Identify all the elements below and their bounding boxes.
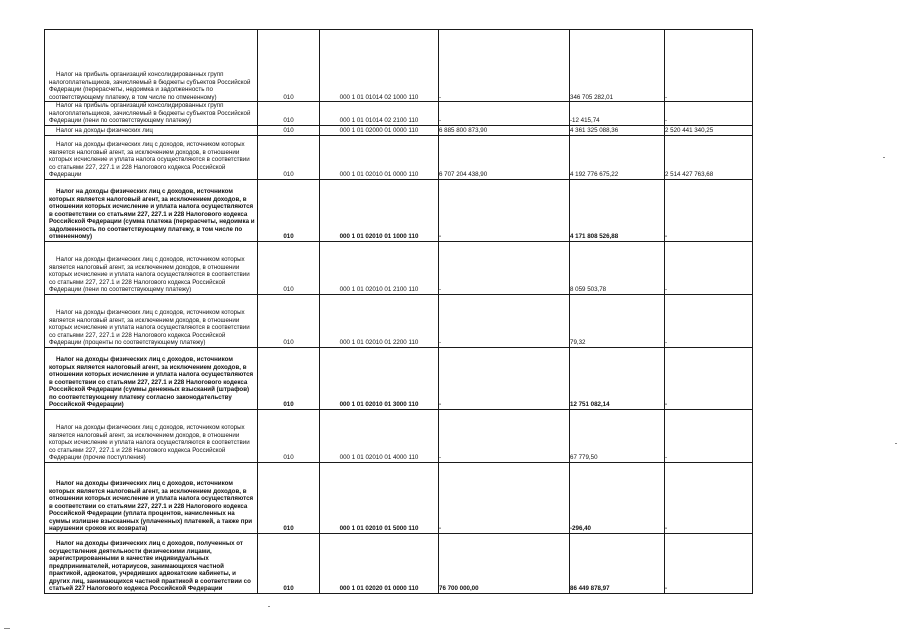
classification-code-cell: 000 1 01 02010 01 2100 110 bbox=[320, 241, 439, 294]
indicator-name-cell: Налог на доходы физических лиц bbox=[45, 125, 258, 135]
indicator-name-cell: Налог на доходы физических лиц с доходов, источником которых является налоговый агент, за исключением доходов, в отношении которых исчисление и уплата налога осуществляются в соответствии со статьями 227, 227.1 и 228 Налогового кодекса Российской Федерации (суммы денежных взысканий (штрафов) по соответствующему платежу согласно законодательству Российской Федерации) bbox=[45, 347, 258, 409]
line-code-cell: 010 bbox=[258, 102, 320, 126]
approved-plan-cell: - bbox=[439, 102, 570, 126]
scan-speck bbox=[4, 628, 10, 629]
approved-plan-cell: - bbox=[439, 30, 570, 102]
line-code-cell: 010 bbox=[258, 30, 320, 102]
scan-speck bbox=[883, 157, 885, 158]
executed-amount-cell: -12 415,74 bbox=[570, 102, 665, 126]
line-code-cell: 010 bbox=[258, 125, 320, 135]
indicator-name-cell: Налог на доходы физических лиц с доходов, источником которых является налоговый агент, за исключением доходов, в отношении которых исчисление и уплата налога осуществляются в соответствии со статьями 227, 227.1 и 228 Налогового кодекса Российской Федерации (прочие поступления) bbox=[45, 409, 258, 462]
unexecuted-amount-cell: 2 514 427 763,68 bbox=[665, 135, 753, 179]
table-row bbox=[45, 533, 753, 593]
line-code-cell: 010 bbox=[258, 135, 320, 179]
scan-speck bbox=[268, 606, 270, 607]
table-row bbox=[45, 125, 753, 135]
indicator-name-cell: Налог на прибыль организаций консолидированных групп налогоплательщиков, зачисляемый в бюджеты субъектов Российской Федерации (пени по соответствующему платежу) bbox=[45, 102, 258, 126]
executed-amount-cell: 79,32 bbox=[570, 294, 665, 347]
indicator-name-cell: Налог на доходы физических лиц с доходов, источником которых является налоговый агент, за исключением доходов, в отношении которых исчисление и уплата налога осуществляются в соответствии со статьями 227, 227.1 и 228 Налогового кодекса Российской Федерации (сумма платежа (перерасчеты, недоимка и задолженность по соответствующему платежу, в том числе по отмененному) bbox=[45, 179, 258, 241]
line-code-cell: 010 bbox=[258, 409, 320, 462]
unexecuted-amount-cell: - bbox=[665, 462, 753, 533]
unexecuted-amount-cell: - bbox=[665, 179, 753, 241]
unexecuted-amount-cell: - bbox=[665, 409, 753, 462]
approved-plan-cell: - bbox=[439, 409, 570, 462]
line-code-cell: 010 bbox=[258, 347, 320, 409]
executed-amount-cell: 8 059 503,78 bbox=[570, 241, 665, 294]
executed-amount-cell: 4 361 325 088,36 bbox=[570, 125, 665, 135]
unexecuted-amount-cell: - bbox=[665, 30, 753, 102]
indicator-name-cell: Налог на доходы физических лиц с доходов, полученных от осуществления деятельности физическими лицами, зарегистрированными в качестве индивидуальных предпринимателей, нотариусов, занимающихся частной практикой, адвокатов, учредивших адвокатские кабинеты, и других лиц, занимающихся частной практикой в соответствии со статьей 227 Налогового кодекса Российской Федерации bbox=[45, 533, 258, 593]
approved-plan-cell: 6 885 800 873,90 bbox=[439, 125, 570, 135]
revenue-table bbox=[44, 29, 753, 594]
approved-plan-cell: - bbox=[439, 347, 570, 409]
executed-amount-cell: 346 705 282,01 bbox=[570, 30, 665, 102]
unexecuted-amount-cell: - bbox=[665, 347, 753, 409]
table-body bbox=[45, 30, 753, 594]
table-row bbox=[45, 135, 753, 179]
approved-plan-cell: - bbox=[439, 241, 570, 294]
classification-code-cell: 000 1 01 01014 02 2100 110 bbox=[320, 102, 439, 126]
table-row bbox=[45, 241, 753, 294]
line-code-cell: 010 bbox=[258, 241, 320, 294]
classification-code-cell: 000 1 01 02010 01 0000 110 bbox=[320, 135, 439, 179]
classification-code-cell: 000 1 01 02010 01 2200 110 bbox=[320, 294, 439, 347]
classification-code-cell: 000 1 01 02010 01 5000 110 bbox=[320, 462, 439, 533]
table-row bbox=[45, 294, 753, 347]
executed-amount-cell: -296,40 bbox=[570, 462, 665, 533]
executed-amount-cell: 86 449 878,97 bbox=[570, 533, 665, 593]
approved-plan-cell: - bbox=[439, 462, 570, 533]
approved-plan-cell: - bbox=[439, 294, 570, 347]
classification-code-cell: 000 1 01 02010 01 3000 110 bbox=[320, 347, 439, 409]
indicator-name-cell: Налог на прибыль организаций консолидированных групп налогоплательщиков, зачисляемый в бюджеты субъектов Российской Федерации (перерасчеты, недоимка и задолженность по соответствующему платежу, в том числе по отмененному) bbox=[45, 30, 258, 102]
executed-amount-cell: 4 192 776 675,22 bbox=[570, 135, 665, 179]
line-code-cell: 010 bbox=[258, 179, 320, 241]
unexecuted-amount-cell: - bbox=[665, 102, 753, 126]
executed-amount-cell: 67 779,50 bbox=[570, 409, 665, 462]
table-row bbox=[45, 30, 753, 102]
classification-code-cell: 000 1 01 02000 01 0000 110 bbox=[320, 125, 439, 135]
unexecuted-amount-cell: - bbox=[665, 294, 753, 347]
approved-plan-cell: 76 700 000,00 bbox=[439, 533, 570, 593]
executed-amount-cell: 4 171 808 526,88 bbox=[570, 179, 665, 241]
unexecuted-amount-cell: 2 520 441 340,25 bbox=[665, 125, 753, 135]
indicator-name-cell: Налог на доходы физических лиц с доходов, источником которых является налоговый агент, за исключением доходов, в отношении которых исчисление и уплата налога осуществляются в соответствии со статьями 227, 227.1 и 228 Налогового кодекса Российской Федерации (уплата процентов, начисленных на суммы излишне взысканных (уплаченных) платежей, а также при нарушении сроков их возврата) bbox=[45, 462, 258, 533]
line-code-cell: 010 bbox=[258, 533, 320, 593]
table-row bbox=[45, 347, 753, 409]
indicator-name-cell: Налог на доходы физических лиц с доходов, источником которых является налоговый агент, за исключением доходов, в отношении которых исчисление и уплата налога осуществляются в соответствии со статьями 227, 227.1 и 228 Налогового кодекса Российской Федерации bbox=[45, 135, 258, 179]
approved-plan-cell: - bbox=[439, 179, 570, 241]
unexecuted-amount-cell: - bbox=[665, 241, 753, 294]
executed-amount-cell: 12 751 082,14 bbox=[570, 347, 665, 409]
indicator-name-cell: Налог на доходы физических лиц с доходов, источником которых является налоговый агент, за исключением доходов, в отношении которых исчисление и уплата налога осуществляются в соответствии со статьями 227, 227.1 и 228 Налогового кодекса Российской Федерации (пени по соответствующему платежу) bbox=[45, 241, 258, 294]
classification-code-cell: 000 1 01 02020 01 0000 110 bbox=[320, 533, 439, 593]
indicator-name-cell: Налог на доходы физических лиц с доходов, источником которых является налоговый агент, за исключением доходов, в отношении которых исчисление и уплата налога осуществляются в соответствии со статьями 227, 227.1 и 228 Налогового кодекса Российской Федерации (проценты по соответствующему платежу) bbox=[45, 294, 258, 347]
table-row bbox=[45, 462, 753, 533]
classification-code-cell: 000 1 01 02010 01 1000 110 bbox=[320, 179, 439, 241]
classification-code-cell: 000 1 01 01014 02 1000 110 bbox=[320, 30, 439, 102]
line-code-cell: 010 bbox=[258, 294, 320, 347]
line-code-cell: 010 bbox=[258, 462, 320, 533]
table-row bbox=[45, 409, 753, 462]
approved-plan-cell: 6 707 204 438,90 bbox=[439, 135, 570, 179]
table-row bbox=[45, 102, 753, 126]
table-row bbox=[45, 179, 753, 241]
classification-code-cell: 000 1 01 02010 01 4000 110 bbox=[320, 409, 439, 462]
unexecuted-amount-cell: - bbox=[665, 533, 753, 593]
scan-speck bbox=[895, 443, 897, 444]
